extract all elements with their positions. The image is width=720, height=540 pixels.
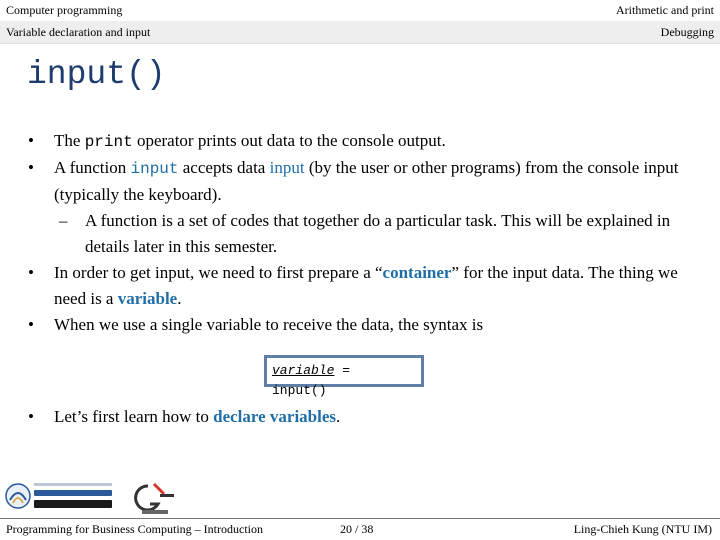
slide-title: input() — [27, 56, 166, 93]
bullet-print: • The print operator prints out data to the console output. — [28, 128, 698, 155]
highlight-declare-variables: declare variables — [213, 407, 337, 426]
bullet-input-function: • A function input accepts data input (by the user or other programs) from the console input (typically the keyboard). — [28, 155, 698, 208]
header-section-title: Arithmetic and print — [616, 3, 714, 17]
syntax-code-box — [264, 355, 424, 398]
code-line-1: variable = — [272, 363, 351, 378]
code-line-2: input() — [272, 383, 327, 398]
bullet-declare-variables: • Let’s first learn how to declare variables. — [28, 404, 698, 430]
footer-divider — [0, 518, 720, 519]
page-number: 20 / 38 — [340, 522, 374, 536]
bullet-dot-icon: • — [28, 131, 34, 150]
header-course-title: Computer programming — [6, 3, 123, 17]
ntu-opencourseware-logo — [4, 478, 116, 514]
highlight-variable: variable — [117, 289, 178, 308]
code-print: print — [84, 133, 133, 151]
bullet-syntax: • When we use a single variable to receive the data, the syntax is — [28, 312, 698, 338]
sub-bullet-function-definition: – A function is a set of codes that together do a particular task. This will be explained in details later in this semester. — [28, 208, 698, 260]
bullet-container: • In order to get input, we need to first prepare a “container” for the input data. The thing we need is a variable. — [28, 260, 698, 312]
code-input: input — [130, 160, 179, 178]
highlight-container: container — [382, 263, 452, 282]
code-variable: variable — [272, 363, 335, 378]
highlight-input: input — [269, 158, 305, 177]
subheader-next-topic: Debugging — [660, 25, 714, 39]
bullet-dot-icon: • — [28, 158, 34, 177]
bullet-dot-icon: • — [28, 315, 34, 334]
bullet-dot-icon: • — [28, 263, 34, 282]
bullet-dot-icon: • — [28, 407, 34, 426]
footer-author: Ling-Chieh Kung (NTU IM) — [573, 522, 712, 536]
subheader-current-topic: Variable declaration and input — [6, 25, 151, 39]
get-logo — [130, 480, 178, 518]
dash-icon: – — [59, 211, 68, 230]
footer-course: Programming for Business Computing – Introduction — [6, 522, 263, 536]
bullet-list — [28, 128, 698, 338]
